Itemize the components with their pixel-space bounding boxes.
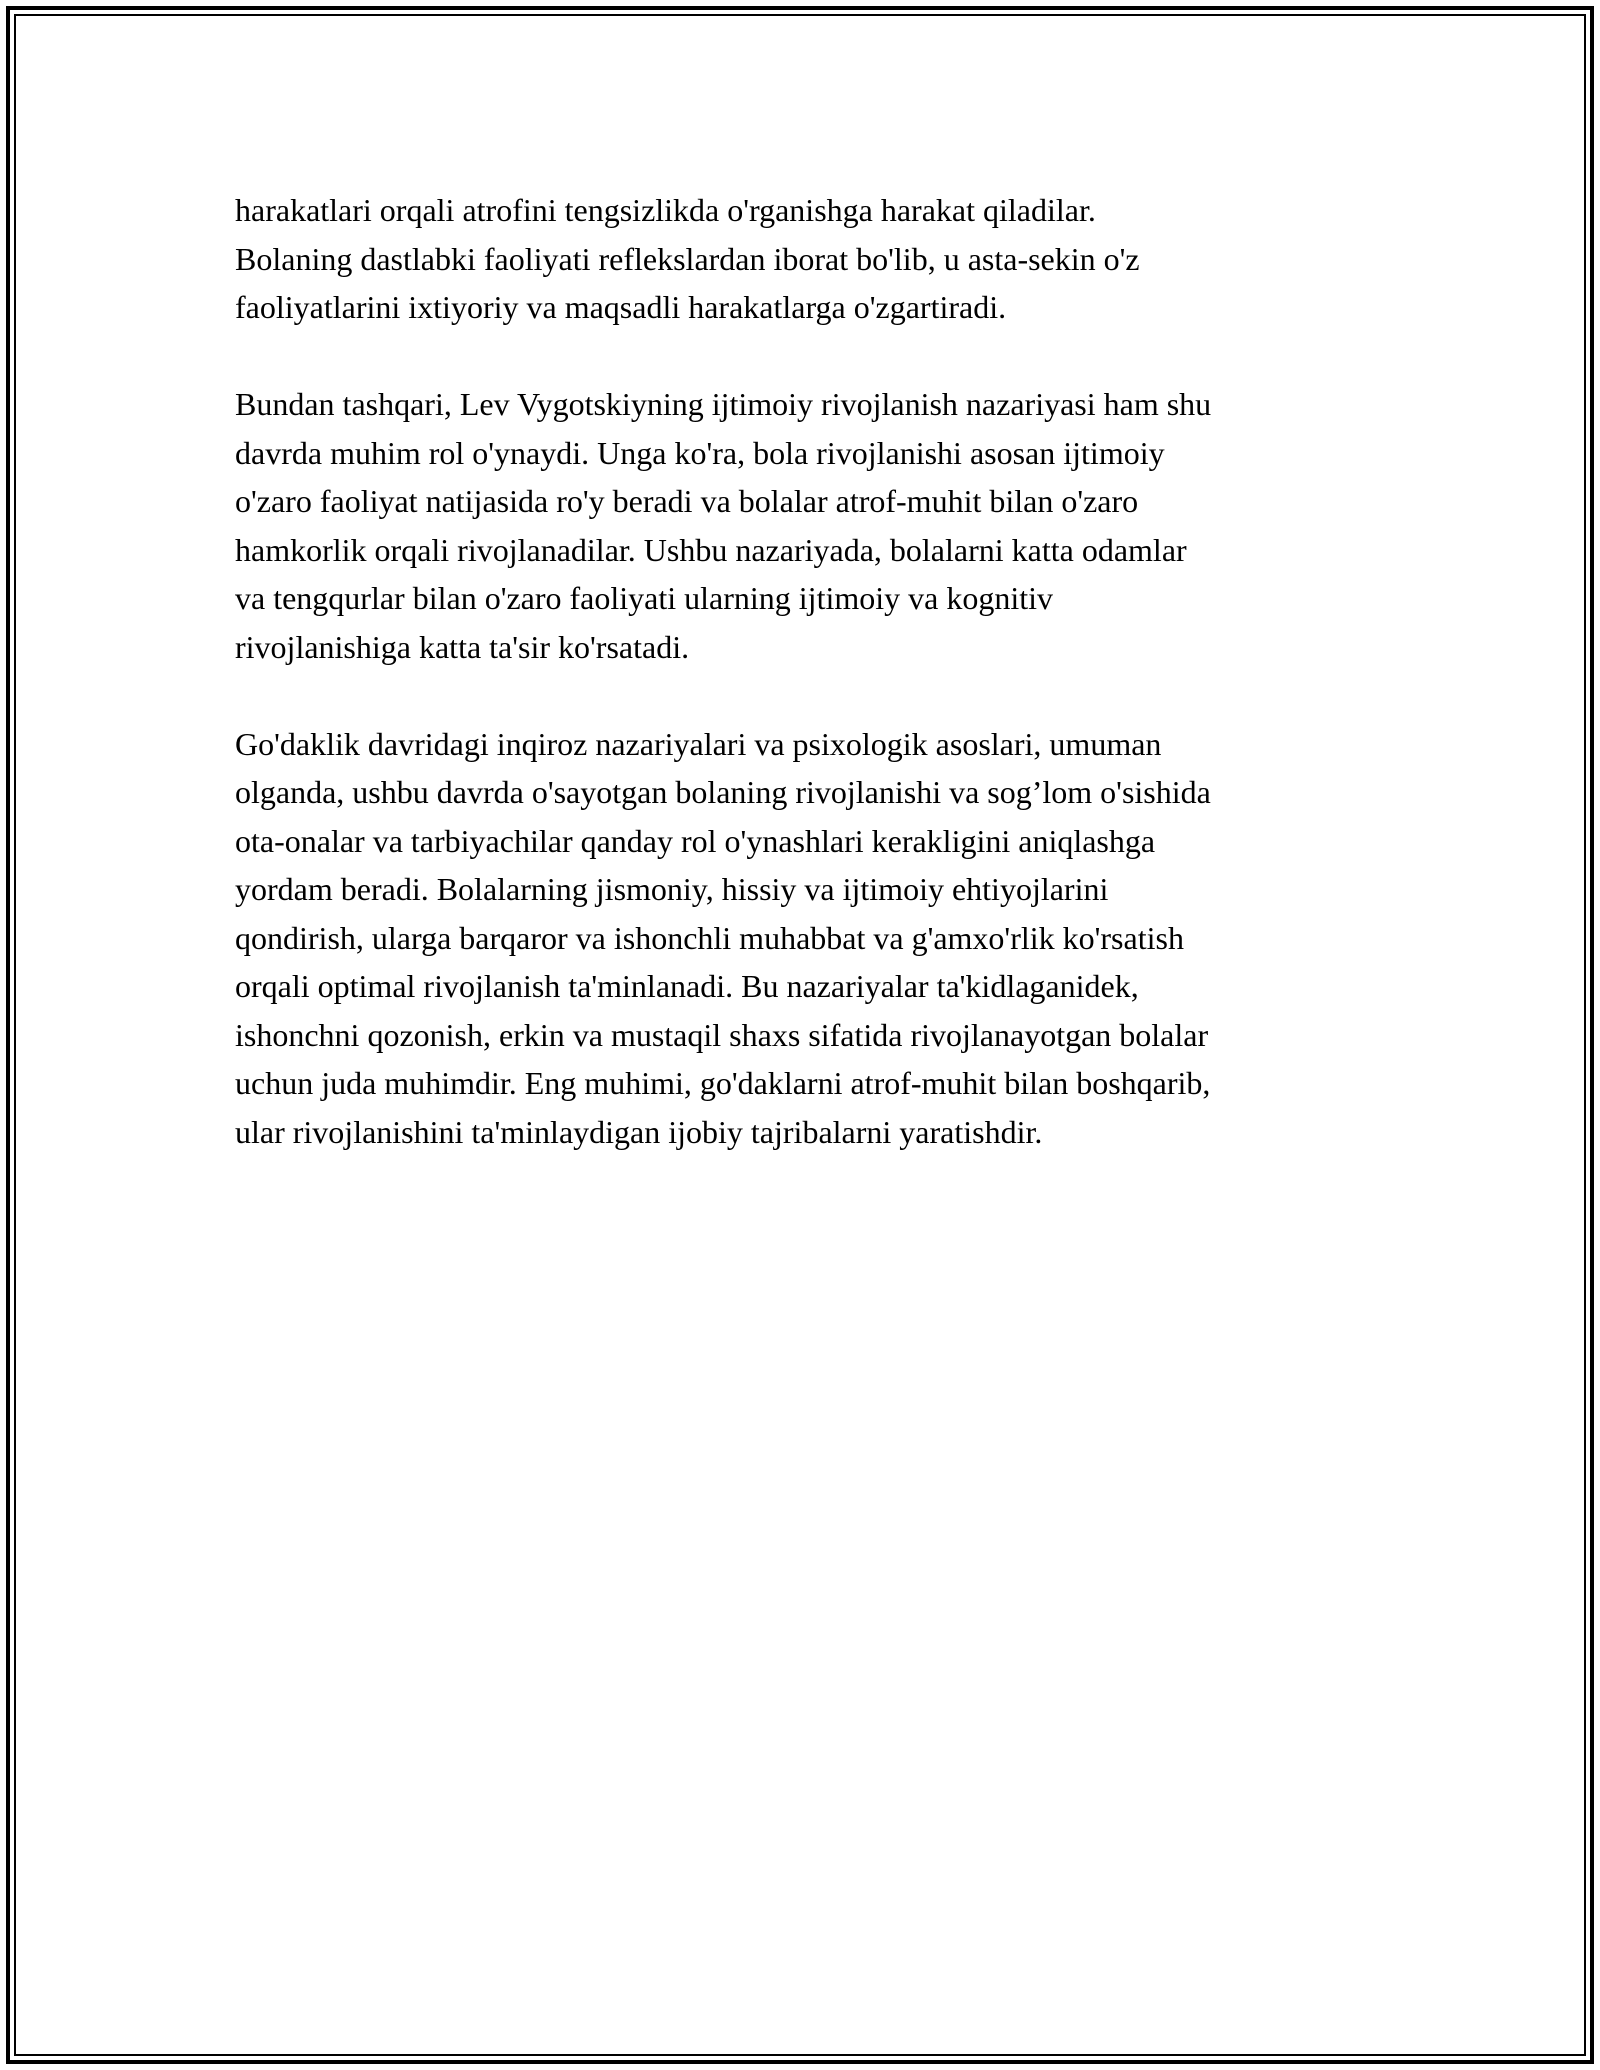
text-line: ota-onalar va tarbiyachilar qanday rol o'ynashlari kerakligini aniqlashga xyxy=(235,822,1156,859)
text-line: o'zaro faoliyat natijasida ro'y beradi va bolalar atrof-muhit bilan o'zaro xyxy=(235,483,1139,519)
document-body xyxy=(235,186,1375,1205)
text-line: rivojlanishiga katta ta'sir ko'rsatadi. xyxy=(235,628,690,665)
text-line: davrda muhim rol o'ynaydi. Unga ko'ra, bola rivojlanishi asosan ijtimoiy xyxy=(235,434,1165,471)
text-line: va tengqurlar bilan o'zaro faoliyati ularning ijtimoiy va kognitiv xyxy=(235,580,1053,616)
text-line: Go'daklik davridagi inqiroz nazariyalari va psixologik asoslari, umuman xyxy=(235,725,1162,762)
text-line: harakatlari orqali atrofini tengsizlikda o'rganishga harakat qiladilar. xyxy=(235,192,1096,228)
text-line: ular rivojlanishini ta'minlaydigan ijobiy tajribalarni yaratishdir. xyxy=(235,1113,1043,1150)
text-line: yordam beradi. Bolalarning jismoniy, hissiy va ijtimoiy ehtiyojlarini xyxy=(235,871,1109,907)
text-line: Bolaning dastlabki faoliyati reflekslardan iborat bo'lib, u asta-sekin o'z xyxy=(235,240,1140,277)
paragraph-2 xyxy=(235,380,1375,671)
text-line: Bundan tashqari, Lev Vygotskiyning ijtimoiy rivojlanish nazariyasi ham shu xyxy=(235,386,1212,422)
text-line: ishonchni qozonish, erkin va mustaqil shaxs sifatida rivojlanayotgan bolalar xyxy=(235,1016,1209,1053)
paragraph-3 xyxy=(235,720,1375,1157)
text-line: olganda, ushbu davrda o'sayotgan bolaning rivojlanishi va sog’lom o'sishida xyxy=(235,774,1211,810)
text-line: qondirish, ularga barqaror va ishonchli muhabbat va g'amxo'rlik ko'rsatish xyxy=(235,919,1184,956)
text-line: orqali optimal rivojlanish ta'minlanadi. Bu nazariyalar ta'kidlaganidek, xyxy=(235,968,1139,1004)
paragraph-1 xyxy=(235,186,1375,332)
text-line: uchun juda muhimdir. Eng muhimi, go'daklarni atrof-muhit bilan boshqarib, xyxy=(235,1065,1211,1101)
text-line: faoliyatlarini ixtiyoriy va maqsadli harakatlarga o'zgartiradi. xyxy=(235,289,1007,325)
text-line: hamkorlik orqali rivojlanadilar. Ushbu nazariyada, bolalarni katta odamlar xyxy=(235,531,1187,568)
